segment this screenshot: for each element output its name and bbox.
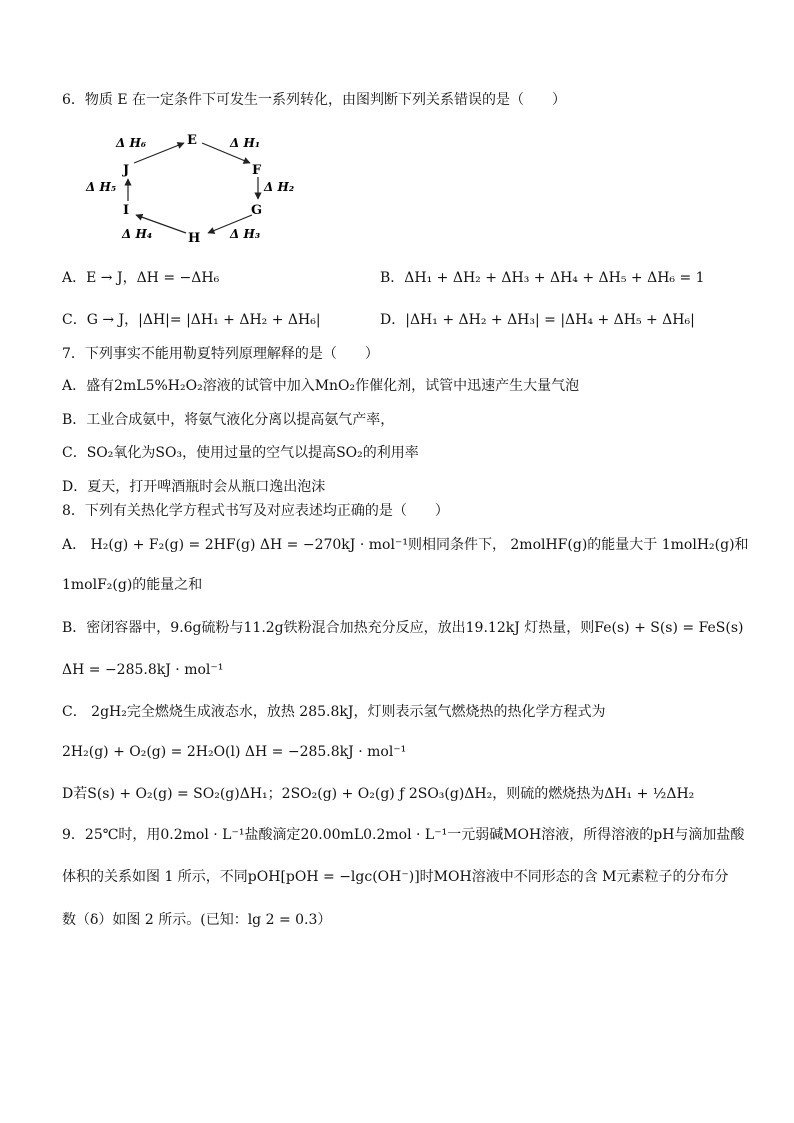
q7-option-d: D．夏天，打开啤酒瓶时会从瓶口逸出泡沫 (62, 479, 326, 495)
q9-line-1: 9．25℃时，用0.2mol · L⁻¹盐酸滴定20.00mL0.2mol · L⁻¹一元弱碱MOH溶液，所得溶液的pH与滴加盐酸 (62, 827, 745, 843)
q8-option-c: C． 2gH₂完全燃烧生成液态水，放热 285.8kJ，灯则表示氢气燃烧热的热化学方程式为 (62, 704, 606, 720)
label-dh2: Δ H₂ (264, 180, 295, 194)
label-dh3: Δ H₃ (230, 227, 261, 241)
q8-option-b: B．密闭容器中，9.6g硫粉与11.2g铁粉混合加热充分反应，放出19.12kJ 灯热量，则Fe(s) + S(s) = FeS(s) (62, 620, 744, 636)
q6-option-b: B．ΔH₁ + ΔH₂ + ΔH₃ + ΔH₄ + ΔH₅ + ΔH₆ = 1 (380, 270, 705, 286)
q6-cycle-diagram (80, 125, 300, 255)
q7-option-c: C．SO₂氧化为SO₃，使用过量的空气以提高SO₂的利用率 (62, 445, 419, 461)
q7-stem: 7．下列事实不能用勒夏特列原理解释的是（ ） (62, 346, 379, 362)
q8-option-a-cont: 1molF₂(g)的能量之和 (62, 577, 203, 593)
q6-option-a: A．E → J，ΔH = −ΔH₆ (62, 270, 220, 286)
node-g: G (251, 203, 263, 218)
q7-option-b: B．工业合成氨中，将氨气液化分离以提高氨气产率， (62, 412, 395, 428)
node-i: I (123, 203, 130, 218)
node-f: F (252, 163, 262, 178)
q8-option-b-cont: ΔH = −285.8kJ · mol⁻¹ (62, 662, 224, 678)
q8-option-c-cont: 2H₂(g) + O₂(g) = 2H₂O(l) ΔH = −285.8kJ · mol⁻¹ (62, 744, 407, 760)
node-j: J (123, 163, 130, 178)
q8-option-a: A． H₂(g) + F₂(g) = 2HF(g) ΔH = −270kJ · mol⁻¹则相同条件下， 2molHF(g)的能量大于 1molH₂(g)和 (62, 537, 749, 553)
q6-option-c: C．G → J，|ΔH|= |ΔH₁ + ΔH₂ + ΔH₆| (62, 312, 321, 328)
q9-line-3: 数（δ）如图 2 所示。(已知：lg 2 = 0.3） (62, 912, 332, 928)
node-h: H (188, 231, 201, 246)
q6-option-d: D．|ΔH₁ + ΔH₂ + ΔH₃| = |ΔH₄ + ΔH₅ + ΔH₆| (380, 312, 695, 328)
label-dh5: Δ H₅ (86, 180, 117, 194)
label-dh1: Δ H₁ (230, 136, 261, 150)
label-dh6: Δ H₆ (116, 136, 147, 150)
q8-stem: 8．下列有关热化学方程式书写及对应表述均正确的是（ ） (62, 503, 449, 519)
q6-stem: 6．物质 E 在一定条件下可发生一系列转化，由图判断下列关系错误的是（ ） (62, 92, 567, 108)
label-dh4: Δ H₄ (122, 227, 153, 241)
node-e: E (187, 133, 197, 148)
q7-option-a: A．盛有2mL5%H₂O₂溶液的试管中加入MnO₂作催化剂，试管中迅速产生大量气泡 (62, 378, 580, 394)
q9-line-2: 体积的关系如图 1 所示，不同pOH[pOH = −lgc(OH⁻)]时MOH溶液中不同形态的含 M元素粒子的分布分 (62, 869, 729, 885)
q8-option-d: D若S(s) + O₂(g) = SO₂(g)ΔH₁；2SO₂(g) + O₂(g) ƒ 2SO₃(g)ΔH₂，则硫的燃烧热为ΔH₁ + ½ΔH₂ (62, 786, 695, 802)
